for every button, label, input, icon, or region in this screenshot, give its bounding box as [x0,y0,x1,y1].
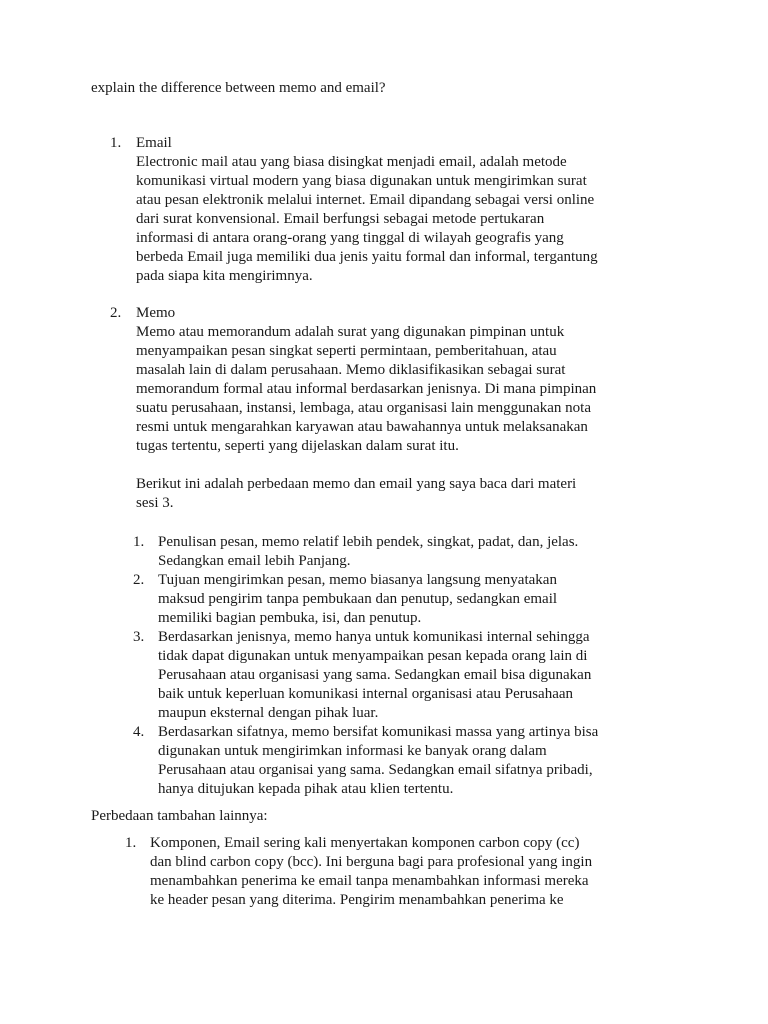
list-line: ke header pesan yang diterima. Pengirim menambahkan penerima ke [150,892,564,908]
list-item [133,723,693,799]
list-item [133,628,693,723]
list-line: digunakan untuk mengirimkan informasi ke banyak orang dalam [158,743,547,759]
paragraph-line: pada siapa kita mengirimnya. [136,268,313,284]
additional-heading: Perbedaan tambahan lainnya: [91,808,268,824]
paragraph-line: dari surat konvensional. Email berfungsi sebagai metode pertukaran [136,211,545,227]
paragraph-line: tugas tertentu, seperti yang dijelaskan dalam surat itu. [136,438,459,454]
list-line: Perusahaan atau organisasi yang sama. Sedangkan email bisa digunakan [158,667,592,683]
list-item [125,834,705,910]
list-line: menambahkan penerima ke email tanpa menambahkan informasi mereka [150,873,589,889]
section-heading: Email [136,135,172,151]
list-line: memiliki bagian pembuka, isi, dan penutup. [158,610,422,626]
list-line: Tujuan mengirimkan pesan, memo biasanya langsung menyatakan [158,572,557,588]
list-line: maupun eksternal dengan pihak luar. [158,705,379,721]
list-line: dan blind carbon copy (bcc). Ini berguna bagi para profesional yang ingin [150,854,593,870]
paragraph-line: atau pesan elektronik melalui internet. Email dipandang sebagai versi online [136,192,595,208]
paragraph-line: resmi untuk mengarahkan karyawan atau bawahannya untuk melaksanakan [136,419,588,435]
section-number: 2. [110,305,122,321]
list-line: hanya ditujukan kepada pihak atau klien tertentu. [158,781,454,797]
section-number: 1. [110,135,122,151]
list-number: 4. [133,724,145,740]
list-number: 1. [125,835,137,851]
paragraph-line: memorandum formal atau informal berdasarkan jenisnya. Di mana pimpinan [136,381,597,397]
section-memo [110,304,710,513]
paragraph-line: berbeda Email juga memiliki dua jenis yaitu formal dan informal, tergantung [136,249,598,265]
paragraph-line: menyampaikan pesan singkat seperti permintaan, pemberitahuan, atau [136,343,557,359]
list-line: Komponen, Email sering kali menyertakan komponen carbon copy (cc) [150,835,580,851]
list-line: maksud pengirim tanpa pembukaan dan penutup, sedangkan email [158,591,558,607]
intro-line: Berikut ini adalah perbedaan memo dan email yang saya baca dari materi [136,476,577,492]
list-line: Berdasarkan jenisnya, memo hanya untuk komunikasi internal sehingga [158,629,590,645]
paragraph-line: komunikasi virtual modern yang biasa digunakan untuk mengirimkan surat [136,173,587,189]
list-number: 2. [133,572,145,588]
list-number: 3. [133,629,145,645]
additional-list [125,834,705,910]
list-line: baik untuk keperluan komunikasi internal organisasi atau Perusahaan [158,686,574,702]
paragraph-line: Electronic mail atau yang biasa disingkat menjadi email, adalah metode [136,154,567,170]
intro-line: sesi 3. [136,495,174,511]
section-email [110,134,710,286]
list-item [133,571,693,628]
paragraph-line: informasi di antara orang-orang yang tinggal di wilayah geografis yang [136,230,564,246]
question-title: explain the difference between memo and email? [91,80,386,96]
paragraph-line: masalah lain di dalam perusahaan. Memo diklasifikasikan sebagai surat [136,362,566,378]
list-line: tidak dapat digunakan untuk menyampaikan pesan kepada orang lain di [158,648,588,664]
differences-list [133,533,693,799]
list-line: Sedangkan email lebih Panjang. [158,553,351,569]
list-number: 1. [133,534,145,550]
list-line: Penulisan pesan, memo relatif lebih pendek, singkat, padat, dan, jelas. [158,534,579,550]
list-line: Perusahaan atau organisai yang sama. Sedangkan email sifatnya pribadi, [158,762,593,778]
spacer [136,456,696,475]
section-heading: Memo [136,305,176,321]
list-item [133,533,693,571]
paragraph-line: suatu perusahaan, instansi, lembaga, atau organisasi lain menggunakan nota [136,400,592,416]
paragraph-line: Memo atau memorandum adalah surat yang digunakan pimpinan untuk [136,324,565,340]
list-line: Berdasarkan sifatnya, memo bersifat komunikasi massa yang artinya bisa [158,724,599,740]
